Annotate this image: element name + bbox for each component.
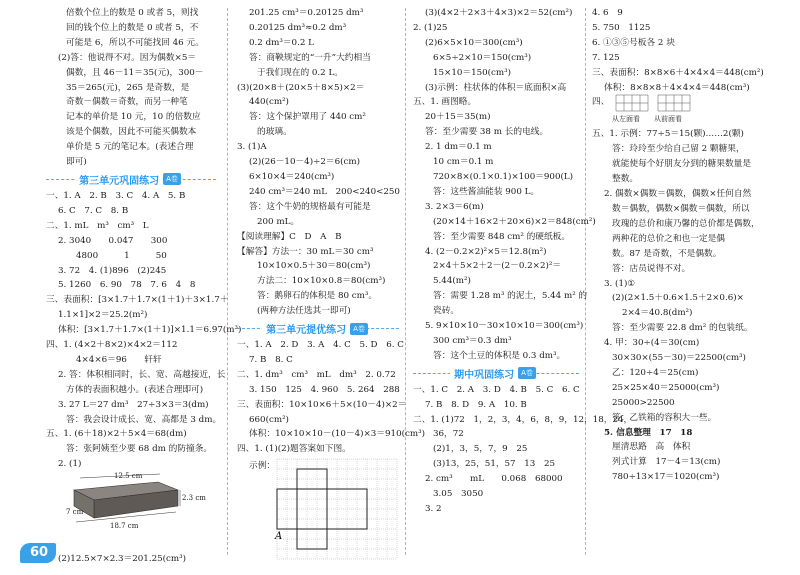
column-divider	[405, 8, 406, 555]
answer-line: 一、1. C 2. A 3. D 4. B 5. C 6. C	[413, 384, 580, 395]
answer-line: 780÷13×17＝1020(cm³)	[612, 472, 720, 483]
three-view-figure	[592, 95, 780, 127]
answer-line: 五、1. (6＋18)×2＋5×4＝68(dm)	[46, 429, 187, 440]
answer-line: 于我们现在的 0.2 L。	[257, 67, 343, 78]
answer-line: 该是个偶数，因此不可能买偶数本	[66, 127, 197, 138]
brick-diagonal-label: 18.7 cm	[110, 522, 139, 531]
answer-line: 两种花的总价之和也一定是偶	[612, 233, 725, 244]
answer-line: 2. 1 dm＝0.1 m	[425, 142, 492, 153]
answer-line: 201.25 cm³＝0.20125 dm³	[249, 8, 364, 18]
answer-line: 3.05 3050	[433, 489, 484, 500]
answer-line: 5.44(m²)	[433, 276, 471, 287]
answer-line: 300 cm³＝0.3 dm³	[433, 335, 512, 346]
answer-line: 答：张阿姨至少要 68 dm 的防撞条。	[66, 444, 213, 455]
answer-line: 240 cm³＝240 mL 200<240<250	[249, 186, 400, 197]
answer-line: 25×25×40＝25000(cm³)	[612, 382, 720, 393]
answer-line: 30×30×(55－30)＝22500(cm³)	[612, 353, 746, 364]
answer-line: 整数。	[612, 174, 639, 185]
answer-line: 720×8×(0.1×0.1)×100＝900(L)	[433, 171, 574, 182]
answer-line: 7. 125	[592, 52, 620, 63]
section-title: 第三单元巩固练习	[75, 172, 163, 187]
net-grid-figure	[237, 457, 399, 567]
answer-line: 回的钱个位上的数是 0 或者 5，不	[66, 22, 199, 33]
answer-line: (3)(4×2＋2×3＋4×3)×2＝52(cm²)	[425, 8, 573, 18]
answer-line: 五、1. 画图略。	[413, 97, 477, 108]
answer-line: 5. 1260 6. 90 78 7. 6 4 8	[58, 280, 196, 291]
answer-line: 答：这个牛奶的规格最有可能是	[249, 201, 371, 212]
section-banner	[46, 172, 216, 187]
brick-height-label: 2.3 cm	[182, 494, 206, 503]
answer-line: 乙：120÷4＝25(cm)	[612, 367, 699, 378]
answer-line: 【解答】方法一：30 mL＝30 cm³	[237, 246, 374, 257]
brick-width-label: 7 cm	[66, 508, 84, 517]
answer-line: 3. (1)①	[604, 278, 636, 289]
answer-line: (2)(26－10－4)÷2＝6(cm)	[249, 157, 360, 168]
answer-line: 三、表面积：8×8×6＋4×4×4＝448(cm²)	[592, 67, 764, 78]
answer-line: 【阅读理解】C D A B	[237, 231, 342, 242]
answer-line: 方法二：10×10×0.8＝80(cm³)	[257, 276, 386, 287]
answer-line: 四、1. (1)(2)题答案如下图。	[237, 444, 351, 455]
answer-line: 6×5÷2×10＝150(cm³)	[433, 52, 532, 63]
answer-line: 2. 答：体积相同时，长、宽、高越接近，长	[58, 369, 226, 380]
answer-line: 0.2 dm³＝0.2 L	[249, 37, 314, 48]
answer-line: 3. 72 4. (1)896 (2)245	[58, 265, 167, 276]
answer-line: 5. 9×10×10－30×10×10＝300(cm³)	[425, 321, 584, 332]
answer-line: 0.20125 dm³≈0.2 dm³	[249, 22, 347, 33]
answer-line: 2×4＋5×2＋2－(2－0.2×2)²＝	[433, 261, 562, 272]
answer-line: 答：乙铁箱的容积大一些。	[612, 412, 717, 423]
answer-line: 可能是 6，所以不可能找回 46 元。	[66, 37, 204, 48]
section-tag: A卷	[518, 367, 536, 379]
answer-line: (3)示例：柱状体的体积＝底面积×高	[425, 82, 567, 93]
answer-line: 体积：10×10×10－(10－4)×3＝910(cm³)	[249, 429, 425, 440]
answer-line: 4. (2－0.2×2)²×5＝12.8(m²)	[425, 246, 547, 257]
answer-line: 二、1. (1)72 1，2，3，4，6，8，9，12，18，24，	[413, 414, 633, 425]
answer-line: 4800 1 50	[76, 250, 167, 261]
answer-line: 二、1. mL m³ cm³ L	[46, 220, 149, 231]
column-divider	[585, 8, 586, 555]
answer-line: 2. (1)25	[413, 22, 448, 33]
answer-line: 5. 信息整理 17 18	[604, 427, 693, 438]
answer-line: 10 cm＝0.1 m	[433, 157, 494, 168]
answer-line: 答：至少需要 22.8 dm² 的包装纸。	[612, 323, 753, 334]
answer-line: 答：至少需要 848 cm² 的硬纸板。	[433, 231, 571, 242]
answer-line: 厘清思路 高 体积	[612, 442, 691, 453]
section-banner	[237, 321, 399, 336]
answer-line: 体积：[3×1.7＋1.7×(1＋1)]×1.1＝6.97(m³)	[58, 325, 242, 336]
answer-line: 答：我会设计成长、宽、高都是 3 dm。	[66, 414, 222, 425]
column-divider	[227, 8, 228, 555]
answer-line: 答：这个保护罩用了 440 cm²	[249, 112, 366, 123]
answer-line: (2)12.5×7×2.3＝201.25(cm³)	[58, 554, 187, 565]
section-tag: A卷	[350, 323, 368, 335]
answer-line: 440(cm²)	[249, 97, 289, 108]
section-tag: A卷	[163, 173, 181, 185]
answer-line: 2. 3040 0.047 300	[58, 235, 168, 246]
answer-line: 即可)	[66, 157, 87, 168]
answer-line: 3. (1)A	[237, 142, 267, 153]
view-label: 从前面看	[654, 115, 682, 124]
answer-line: 玫瑰的总价和康乃馨的总价都是偶数，	[612, 218, 760, 229]
answer-line: 3. 27 L＝27 dm³ 27÷3×3＝3(dm)	[58, 399, 209, 410]
answer-line: 15×10＝150(cm³)	[433, 67, 512, 78]
page-number-badge	[20, 543, 56, 563]
grid-point-label: A	[275, 531, 283, 543]
section-title: 第三单元提优练习	[262, 321, 350, 336]
answer-line: 答：至少需要 38 m 长的电线。	[425, 127, 549, 138]
answer-line: 答：店员说得不对。	[612, 263, 691, 274]
answer-line: 35＝265(元)，265 是奇数，是	[66, 82, 190, 93]
answer-line: (2)答：他说得不对。因为偶数×5＝	[58, 52, 197, 63]
answer-line: 数。87 是奇数，不是偶数。	[612, 248, 722, 259]
answer-line: 5. 750 1125	[592, 22, 651, 33]
answer-column-2	[237, 6, 425, 567]
answer-line: 列式计算 17－4＝13(cm)	[612, 457, 721, 468]
section-title: 期中巩固练习	[450, 366, 518, 381]
answer-line: (两种方法任选其一即可)	[257, 306, 351, 317]
answer-line: 体积：8×8×8＋4×4×4＝448(cm³)	[604, 82, 750, 93]
brick-figure	[46, 472, 216, 552]
answer-line: 20＋15＝35(m)	[425, 112, 491, 123]
grid-example-label: 示例：	[249, 461, 276, 472]
answer-line: 4. 甲：30÷(4＝30(cm)	[604, 338, 700, 349]
answer-line: 数＝偶数，偶数×偶数＝偶数，所以	[612, 203, 750, 214]
answer-line: 25000>22500	[612, 397, 675, 408]
answer-line: 答：商鞅规定的“一升”大约相当	[249, 52, 371, 63]
answer-line: 6. ①③⑤号板各 2 块	[592, 37, 675, 48]
answer-line: 3. 2×3＝6(m)	[425, 201, 484, 212]
answer-column-4	[592, 6, 780, 485]
answer-line: 的玻璃。	[257, 127, 292, 138]
answer-line: (3)13，25，51，57 13 25	[433, 459, 556, 470]
answer-line: 二、1. dm³ cm³ mL dm³ 2. 0.72	[237, 369, 396, 380]
page-number: 60	[30, 545, 49, 560]
answer-line: 2×4＝40.8(dm²)	[622, 308, 693, 319]
answer-line: 一、1. A 2. B 3. C 4. A 5. B	[46, 190, 186, 201]
answer-line: 1.1×1]×2＝25.2(m²)	[58, 310, 148, 321]
answer-line: 单价是 5 元的笔记本。(表述合理	[66, 142, 194, 153]
answer-line: (2)6×5×10＝300(cm³)	[425, 37, 523, 48]
answer-line: 一、1. A 2. D 3. A 4. C 5. D 6. C	[237, 340, 404, 351]
answer-line: 答：玲玲至少给自己留 2 颗糖果，	[612, 144, 745, 155]
answer-line: 瓷砖。	[433, 306, 460, 317]
answer-line: (2)(2×1.5＋0.6×1.5＋2×0.6)×	[612, 293, 744, 304]
answer-line: 4×4×6＝96 轩轩	[76, 354, 162, 365]
answer-line: 3. 150 125 4. 960 5. 264 288	[249, 384, 400, 395]
answer-line: 2. cm³ mL 0.068 68000	[425, 474, 563, 485]
answer-line: (2)1，3，5，7，9 25	[433, 444, 528, 455]
answer-line: 3. 2	[425, 504, 442, 514]
answer-line: 36，72	[433, 429, 464, 440]
section-four-label: 四、	[592, 97, 610, 108]
answer-line: 倍数个位上的数是 0 或者 5，则找	[66, 8, 199, 18]
answer-line: 660(cm²)	[249, 414, 289, 425]
answer-line: (20×14＋16×2＋20×6)×2＝848(cm²)	[433, 216, 596, 227]
answer-line: 7. B 8. D 9. A 10. B	[425, 399, 527, 410]
answer-line: 答：需要 1.28 m³ 的泥土，5.44 m² 的	[433, 291, 588, 302]
answer-line: 偶数，且 46－11＝35(元)，300－	[66, 67, 204, 78]
answer-line: 三、表面积：10×10×6＋5×(10－4)×2＝	[237, 399, 407, 410]
answer-line: 五、1. 示例：77÷5＝15(颗)……2(颗)	[592, 129, 744, 140]
answer-column-1	[46, 6, 242, 567]
answer-line: 7. B 8. C	[249, 354, 293, 365]
answer-line: 答：鹅卵石的体积是 80 cm³。	[257, 291, 378, 302]
answer-line: 方体的表面积越小。(表述合理即可)	[66, 384, 204, 395]
answer-line: 答：这个土豆的体积是 0.3 dm³。	[433, 350, 566, 361]
section-banner	[413, 366, 579, 381]
answer-line: 2. (1)	[58, 459, 82, 470]
answer-line: 10×10×0.5＋30＝80(cm³)	[257, 261, 371, 272]
answer-line: 四、1. (4×2＋8×2)×4×2＝112	[46, 340, 178, 351]
answer-line: 6. C 7. C 8. B	[58, 205, 129, 216]
answer-line: 4. 6 9	[592, 8, 623, 18]
answer-line: 记本的单价是 10 元，10 的倍数应	[66, 112, 201, 123]
view-label: 从左面看	[612, 115, 640, 124]
answer-line: (3)(20×8＋(20×5＋8×5)×2＝	[237, 82, 365, 93]
answer-line: 就能使每个好朋友分到的糖果数量是	[612, 159, 751, 170]
answer-line: 200 mL。	[257, 216, 300, 227]
answer-line: 奇数－偶数＝奇数，而另一种笔	[66, 97, 188, 108]
answer-line: 三、表面积：[3×1.7＋1.7×(1＋1)＋3×1.7＋	[46, 295, 229, 306]
brick-length-label: 12.5 cm	[114, 472, 143, 481]
answer-line: 6×10×4＝240(cm³)	[249, 171, 335, 182]
answer-line: 2. 偶数×偶数＝偶数，偶数×任何自然	[604, 189, 752, 200]
answer-line: 答：这些酱油能装 900 L。	[433, 186, 540, 197]
